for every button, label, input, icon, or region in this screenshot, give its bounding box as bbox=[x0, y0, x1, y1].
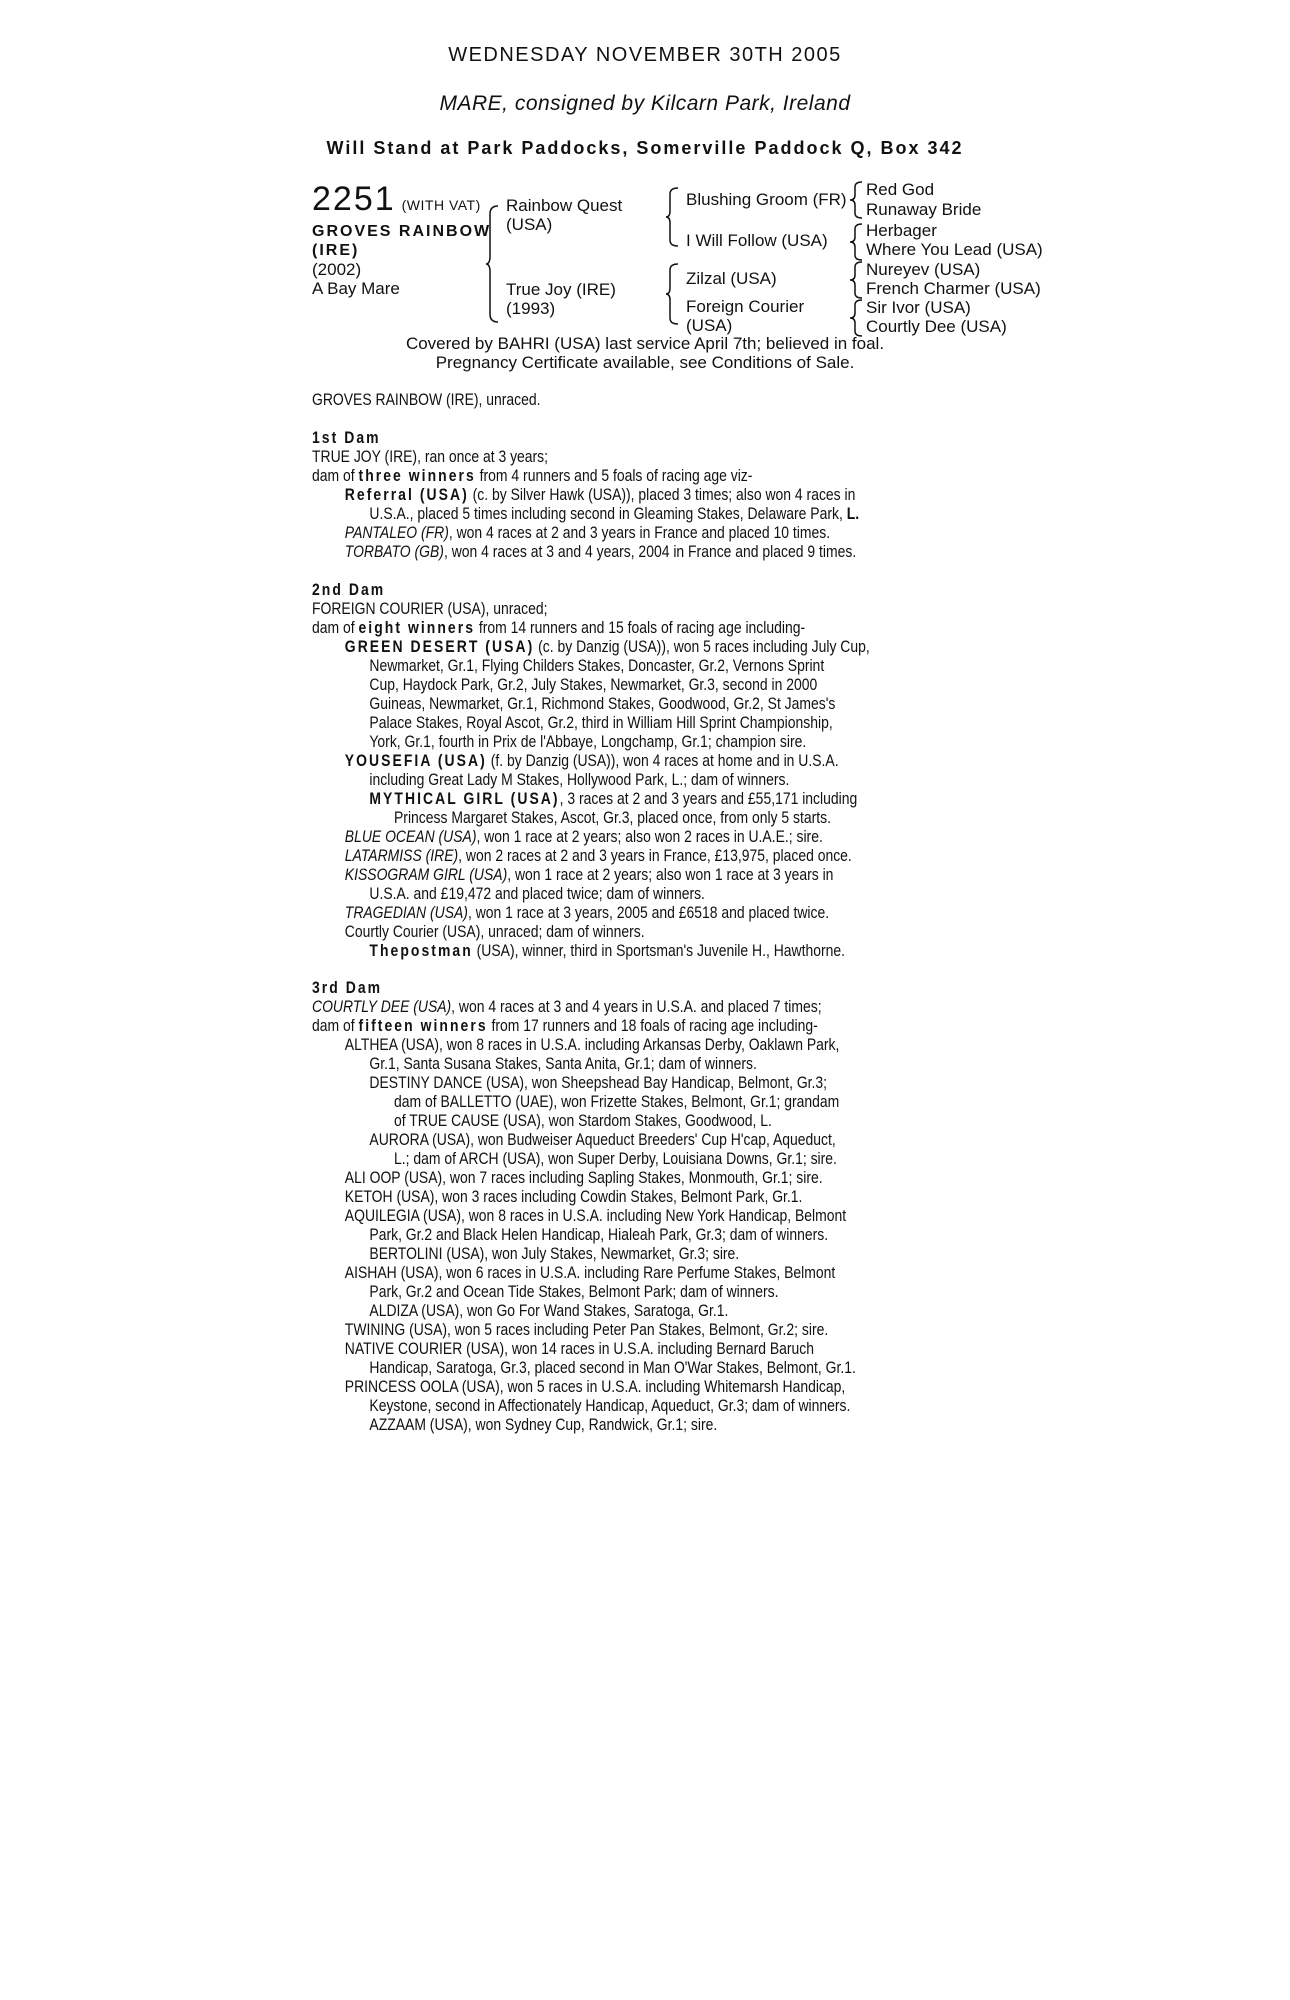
pedigree-brace-sire bbox=[666, 186, 680, 248]
dam: True Joy (IRE) (1993) bbox=[506, 280, 616, 318]
sire-sire: Blushing Groom (FR) bbox=[686, 190, 847, 209]
ggp-4: Where You Lead (USA) bbox=[866, 240, 1043, 259]
ggp-6: French Charmer (USA) bbox=[866, 279, 1041, 298]
ggp-3: Herbager bbox=[866, 221, 937, 240]
dam-dam: Foreign Courier (USA) bbox=[686, 297, 805, 335]
third-dam-heading: 3rd Dam bbox=[312, 978, 383, 997]
pedigree-brace-g4 bbox=[850, 298, 864, 338]
ggp-2: Runaway Bride bbox=[866, 200, 982, 219]
ggp-7: Sir Ivor (USA) bbox=[866, 298, 971, 317]
sale-date: WEDNESDAY NOVEMBER 30TH 2005 bbox=[448, 44, 842, 66]
covered-note: Covered by BAHRI (USA) last service April 7th; believed in foal. Pregnancy Certificate available, see Conditions of Sale. bbox=[405, 334, 885, 372]
second-dam-heading: 2nd Dam bbox=[312, 580, 386, 599]
third-dam-section: 3rd Dam COURTLY DEE (USA), won 4 races at 3 and 4 years in U.S.A. and placed 7 times; dam of fifteen winners from 17 runners and 18 foals of racing age including- ALTHEA (USA), won 8 races in U.S.A. including Arkansas Derby, Oaklawn Park, Gr.1, Santa Susana Stakes, Santa Anita, Gr.1; dam of winners. DESTINY DANCE (USA), won Sheepshead Bay Handicap, Belmont, Gr.3; dam of BALLETTO (UAE), won Frizette Stakes, Belmont, Gr.1; grandam of TRUE CAUSE (USA), won Stardom Stakes, Goodwood, L. AURORA (USA), won Budweiser Aqueduct Breeders' Cup H'cap, Aqueduct, L.; dam of ARCH (USA), won Super Derby, Louisiana Downs, Gr.1; sire. ALI OOP (USA), won 7 races including Sapling Stakes, Monmouth, Gr.1; sire. KETOH (USA), won 3 races including Cowdin Stakes, Belmont Park, Gr.1. AQUILEGIA (USA), won 8 races in U.S.A. including New York Handicap, Belmont Park, Gr.2 and Black Helen Handicap, Hialeah Park, Gr.3; dam of winners. BERTOLINI (USA), won July Stakes, Newmarket, Gr.3; sire. AISHAH (USA), won 6 races in U.S.A. including Rare Perfume Stakes, Belmont Park, Gr.2 and Ocean Tide Stakes, Belmont Park; dam of winners. ALDIZA (USA), won Go For Wand Stakes, Saratoga, Gr.1. TWINING (USA), won 5 races including Peter Pan Stakes, Belmont, Gr.2; sire. NATIVE COURIER (USA), won 14 races in U.S.A. including Bernard Baruch Handicap, Saratoga, Gr.3, placed second in Man O'War Stakes, Belmont, Gr.1. PRINCESS OOLA (USA), won 5 races in U.S.A. including Whitemarsh Handicap, Keystone, second in Affectionately Handicap, Aqueduct, Gr.3; dam of winners. AZZAAM (USA), won Sydney Cup, Randwick, Gr.1; sire. bbox=[312, 978, 856, 1434]
mare-name: GROVES RAINBOW bbox=[312, 223, 492, 240]
sire-dam: I Will Follow (USA) bbox=[686, 231, 828, 250]
ggp-1: Red God bbox=[866, 180, 935, 199]
pedigree-brace-g3 bbox=[850, 260, 864, 300]
consignment-line: MARE, consigned by Kilcarn Park, Ireland bbox=[439, 92, 851, 115]
mare-name-country: (IRE) bbox=[312, 242, 360, 259]
mare-description: A Bay Mare bbox=[312, 279, 400, 298]
sire: Rainbow Quest (USA) bbox=[506, 196, 623, 234]
stand-location: Will Stand at Park Paddocks, Somerville Paddock Q, Box 342 bbox=[326, 138, 964, 158]
first-dam-section: 1st Dam TRUE JOY (IRE), ran once at 3 years; dam of three winners from 4 runners and 5 foals of racing age viz- Referral (USA) (c. by Silver Hawk (USA)), placed 3 times; also won 4 races in U.S.A., placed 5 times including second in Gleaming Stakes, Delaware Park, L. PANTALEO (FR), won 4 races at 2 and 3 years in France and placed 10 times. TORBATO (GB), won 4 races at 3 and 4 years, 2004 in France and placed 9 times. bbox=[312, 428, 860, 561]
lot-number: 2251 bbox=[312, 180, 396, 218]
pedigree-brace-dam bbox=[666, 262, 680, 326]
lot-identity bbox=[312, 222, 491, 298]
lot-number-line bbox=[312, 180, 481, 219]
dam-sire: Zilzal (USA) bbox=[686, 269, 777, 288]
ggp-8: Courtly Dee (USA) bbox=[866, 317, 1007, 336]
pedigree-brace-g1 bbox=[850, 180, 864, 220]
pedigree-brace-g2 bbox=[850, 222, 864, 262]
ggp-5: Nureyev (USA) bbox=[866, 260, 981, 279]
second-dam-section: 2nd Dam FOREIGN COURIER (USA), unraced; dam of eight winners from 14 runners and 15 foals of racing age including- GREEN DESERT (USA) (c. by Danzig (USA)), won 5 races including July Cup, Newmarket, Gr.1, Flying Childers Stakes, Doncaster, Gr.2, Vernons Sprint Cup, Haydock Park, Gr.2, July Stakes, Newmarket, Gr.3, second in 2000 Guineas, Newmarket, Gr.1, Richmond Stakes, Goodwood, Gr.2, St James's Palace Stakes, Royal Ascot, Gr.2, third in William Hill Sprint Championship, York, Gr.1, fourth in Prix de l'Abbaye, Longchamp, Gr.1; champion sire. YOUSEFIA (USA) (f. by Danzig (USA)), won 4 races at home and in U.S.A. including Great Lady M Stakes, Hollywood Park, L.; dam of winners. MYTHICAL GIRL (USA), 3 races at 2 and 3 years and £55,171 including Princess Margaret Stakes, Ascot, Gr.3, placed once, from only 5 starts. BLUE OCEAN (USA), won 1 race at 2 years; also won 2 races in U.A.E.; sire. LATARMISS (IRE), won 2 races at 2 and 3 years in France, £13,975, placed once. KISSOGRAM GIRL (USA), won 1 race at 2 years; also won 1 race at 3 years in U.S.A. and £19,472 and placed twice; dam of winners. TRAGEDIAN (USA), won 1 race at 3 years, 2005 and £6518 and placed twice. Courtly Courier (USA), unraced; dam of winners. Thepostman (USA), winner, third in Sportsman's Juvenile H., Hawthorne. bbox=[312, 580, 870, 960]
mare-year: (2002) bbox=[312, 260, 362, 279]
pedigree-brace-main bbox=[486, 204, 500, 324]
vat-note: (WITH VAT) bbox=[401, 197, 481, 213]
first-dam-heading: 1st Dam bbox=[312, 428, 381, 447]
racing-record: GROVES RAINBOW (IRE), unraced. bbox=[312, 390, 541, 409]
